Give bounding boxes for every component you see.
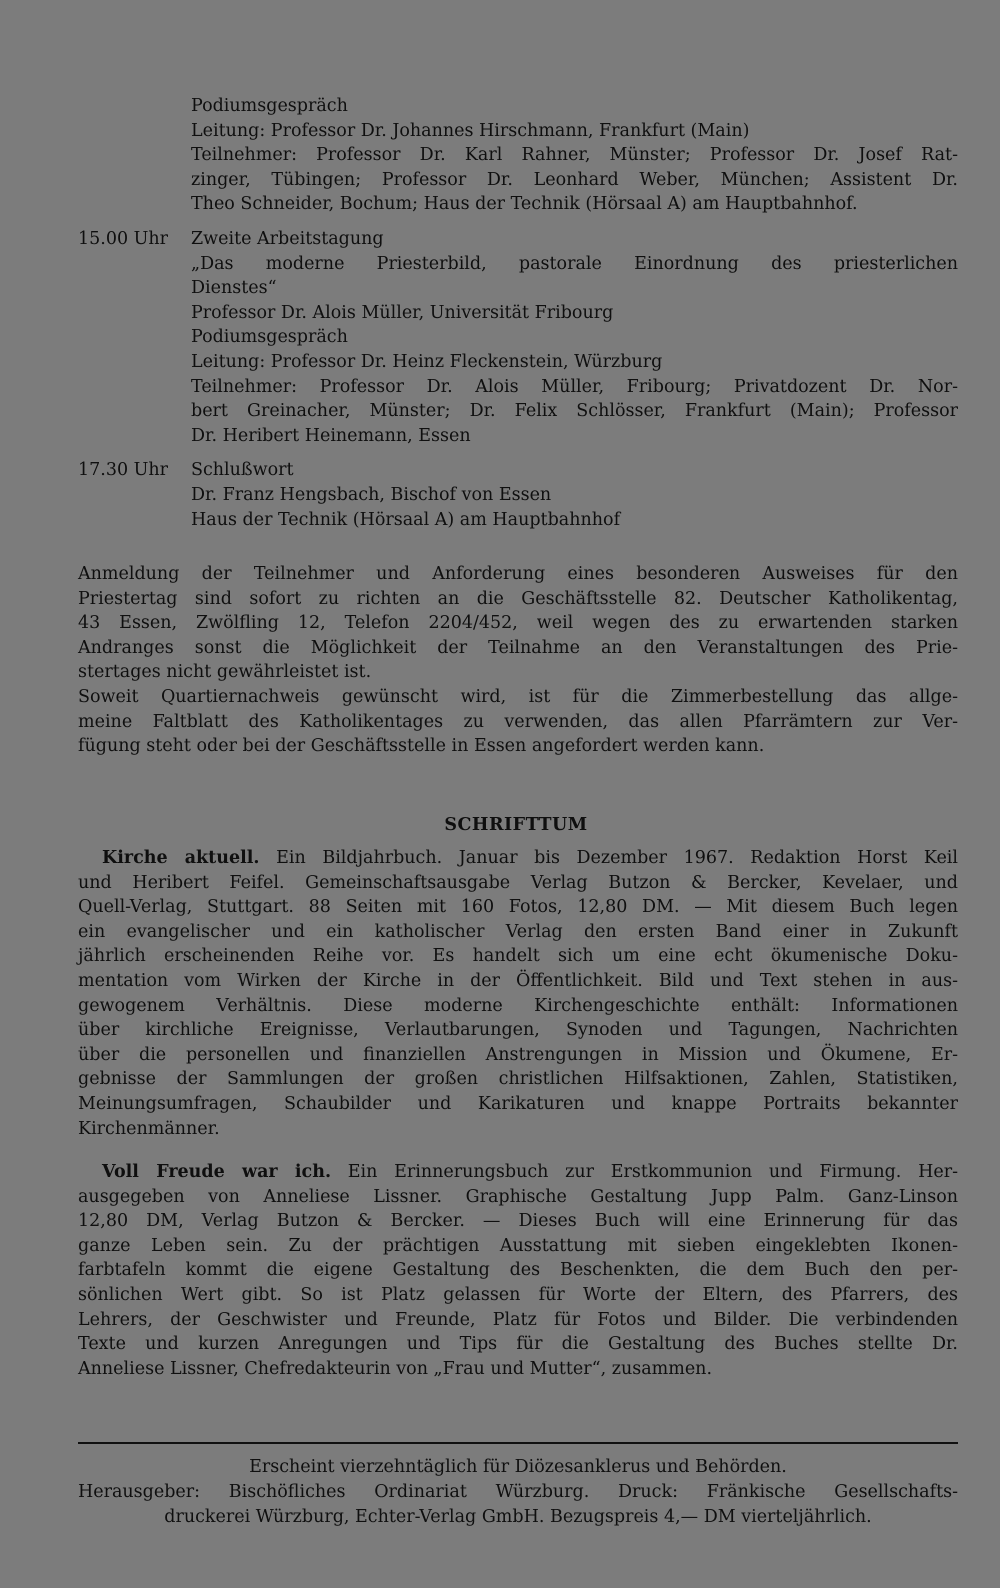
review-first-line <box>78 1160 958 1185</box>
text-line: stertages nicht gewährleistet ist. <box>78 662 372 683</box>
text-line: Priestertag sind sofort zu richten an die Geschäftsstelle 82. Deutscher Katholikentag, <box>78 588 958 609</box>
text-line: ein evangelischer und ein katholischer Verlag den ersten Band einer in Zukunft <box>78 921 958 942</box>
text-line: Professor Dr. Alois Müller, Universität Fribourg <box>191 302 614 323</box>
footer-line: druckerei Würzburg, Echter-Verlag GmbH. Bezugspreis 4,— DM vierteljährlich. <box>164 1507 872 1527</box>
section-heading: SCHRIFTTUM <box>444 815 588 835</box>
text-line: Leitung: Professor Dr. Johannes Hirschmann, Frankfurt (Main) <box>191 120 750 141</box>
text-line: über kirchliche Ereignisse, Verlautbarungen, Synoden und Tagungen, Nachrichten <box>78 1020 958 1041</box>
text-line: Anmeldung der Teilnehmer und Anforderung eines besonderen Ausweises für den <box>78 564 958 584</box>
text-line: Podiumsgespräch <box>191 96 348 116</box>
text-line: Haus der Technik (Hörsaal A) am Hauptbahnhof <box>191 509 621 530</box>
text-line: Meinungsumfragen, Schaubilder und Karikaturen und knappe Portraits bekannter <box>78 1093 958 1114</box>
text-line: zinger, Tübingen; Professor Dr. Leonhard Weber, München; Assistent Dr. <box>191 169 958 190</box>
text-line: Anneliese Lissner, Chefredakteurin von „Frau und Mutter“, zusammen. <box>78 1358 713 1379</box>
footer-line: Herausgeber: Bischöfliches Ordinariat Würzburg. Druck: Fränkische Gesellschafts- <box>78 1482 958 1502</box>
text-line: Podiumsgespräch <box>191 327 348 348</box>
review-title: Kirche aktuell. <box>102 848 260 868</box>
program-time: 17.30 Uhr <box>78 460 169 481</box>
review-kirche-aktuell <box>78 846 958 1141</box>
text-line: Quell-Verlag, Stuttgart. 88 Seiten mit 160 Fotos, 12,80 DM. — Mit diesem Buch legen <box>78 897 958 918</box>
text-line: mentation vom Wirken der Kirche in der Öffentlichkeit. Bild und Text stehen in aus- <box>78 970 958 991</box>
program-block-lines <box>191 458 958 532</box>
text-line: Andranges sonst die Möglichkeit der Teilnahme an den Veranstaltungen des Prie- <box>78 637 958 658</box>
program-block-1730 <box>78 458 958 532</box>
text-line: Soweit Quartiernachweis gewünscht wird, ist für die Zimmerbestellung das allge- <box>78 686 958 707</box>
text-line: Texte und kurzen Anregungen und Tips für die Gestaltung des Buches stellte Dr. <box>78 1334 958 1355</box>
text-line: Zweite Arbeitstagung <box>191 228 384 249</box>
footer-divider <box>78 1442 958 1444</box>
text-line: Teilnehmer: Professor Dr. Karl Rahner, Münster; Professor Dr. Josef Rat- <box>191 145 958 166</box>
registration-notice <box>78 562 958 759</box>
review-first-line-text: Ein Bildjahrbuch. Januar bis Dezember 1967. Redaktion Horst Keil <box>259 848 958 868</box>
review-first-line <box>78 846 958 871</box>
text-line: jährlich erscheinenden Reihe vor. Es handelt sich um eine echt ökumenische Doku- <box>78 946 958 967</box>
text-line: über die personellen und finanziellen Anstrengungen in Mission und Ökumene, Er- <box>78 1044 958 1065</box>
program-block-lines <box>191 227 958 448</box>
text-line: meine Faltblatt des Katholikentages zu verwenden, das allen Pfarrämtern zur Ver- <box>78 711 958 732</box>
text-line: Dr. Franz Hengsbach, Bischof von Essen <box>191 484 552 505</box>
text-line: fügung steht oder bei der Geschäftsstelle in Essen angefordert werden kann. <box>78 736 765 757</box>
text-line: „Das moderne Priesterbild, pastorale Einordnung des priesterlichen <box>191 253 958 274</box>
text-line: gebnisse der Sammlungen der großen christlichen Hilfsaktionen, Zahlen, Statistiken, <box>78 1069 958 1090</box>
text-line: bert Greinacher, Münster; Dr. Felix Schlösser, Frankfurt (Main); Professor <box>191 401 958 422</box>
text-line: farbtafeln kommt die eigene Gestaltung des Beschenkten, die dem Buch den per- <box>78 1260 958 1281</box>
text-line: Teilnehmer: Professor Dr. Alois Müller, Fribourg; Privatdozent Dr. Nor- <box>191 376 958 397</box>
review-voll-freude <box>78 1160 958 1381</box>
footer-line: Erscheint vierzehntäglich für Diözesanklerus und Behörden. <box>249 1457 787 1477</box>
text-line: Schlußwort <box>191 460 294 481</box>
text-line: Dienstes“ <box>191 278 277 299</box>
review-title: Voll Freude war ich. <box>102 1162 332 1182</box>
text-line: 43 Essen, Zwölfling 12, Telefon 2204/452, weil wegen des zu erwartenden starken <box>78 613 958 634</box>
text-line: sönlichen Wert gibt. So ist Platz gelassen für Worte der Eltern, des Pfarrers, des <box>78 1284 958 1305</box>
review-first-line-text: Ein Erinnerungsbuch zur Erstkommunion und Firmung. Her- <box>331 1162 958 1182</box>
text-line: Leitung: Professor Dr. Heinz Fleckenstein, Würzburg <box>191 351 663 372</box>
program-schedule <box>78 94 958 542</box>
text-line: 12,80 DM, Verlag Butzon & Bercker. — Dieses Buch will eine Erinnerung für das <box>78 1211 958 1232</box>
text-line: und Heribert Feifel. Gemeinschaftsausgabe Verlag Butzon & Bercker, Kevelaer, und <box>78 872 958 893</box>
program-block-1500 <box>78 227 958 448</box>
text-line: gewogenem Verhältnis. Diese moderne Kirchengeschichte enthält: Informationen <box>78 995 958 1016</box>
text-line: Dr. Heribert Heinemann, Essen <box>191 425 471 446</box>
text-line: Theo Schneider, Bochum; Haus der Technik (Hörsaal A) am Hauptbahnhof. <box>191 194 858 215</box>
footer-imprint <box>78 1455 958 1530</box>
program-block-lines <box>191 94 958 217</box>
text-line: ausgegeben von Anneliese Lissner. Graphische Gestaltung Jupp Palm. Ganz-Linson <box>78 1186 958 1207</box>
program-time: 15.00 Uhr <box>78 228 169 249</box>
text-line: ganze Leben sein. Zu der prächtigen Ausstattung mit sieben eingeklebten Ikonen- <box>78 1235 958 1256</box>
program-block-podium <box>78 94 958 217</box>
text-line: Lehrers, der Geschwister und Freunde, Platz für Fotos und Bilder. Die verbindenden <box>78 1309 958 1330</box>
text-line: Kirchenmänner. <box>78 1118 220 1139</box>
